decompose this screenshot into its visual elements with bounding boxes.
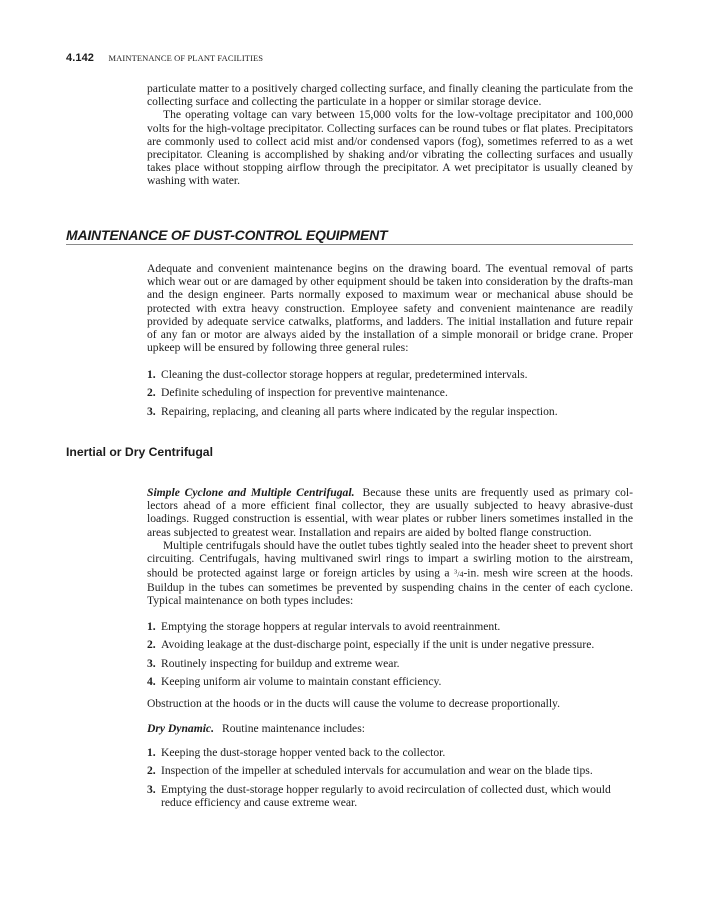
list-text: Emptying the storage hoppers at regular intervals to avoid reentrainment. bbox=[161, 620, 501, 633]
list-item bbox=[147, 620, 633, 633]
fraction: $^3$/4 bbox=[453, 568, 464, 579]
multi-text-a: Multiple centrifugals should have the outlet tubes tightly sealed into the header sheet to prevent short circuiting. Centrifugals, having multivaned swirl rings to impart a swirling motion to the airstream, should be protected against large or foreign articles by using a bbox=[147, 538, 633, 580]
list-number: 2. bbox=[147, 764, 156, 778]
list-item bbox=[147, 657, 633, 670]
dry-dynamic-list bbox=[147, 746, 633, 814]
list-text: Routinely inspecting for buildup and extreme wear. bbox=[161, 656, 400, 670]
list-text: Keeping uniform air volume to maintain constant efficiency. bbox=[161, 675, 442, 689]
cyclone-maintenance-list bbox=[147, 620, 633, 694]
intro-paragraph-2: The operating voltage can vary between 15,000 volts for the low-voltage precipitator and 100,000 volts for the high-voltage precipitator. Collecting surfaces can be round tubes or flat plates. Precipitators are commonly used to collect acid mist and/or condensed vapors (fog), sometimes referred to as a wet precipitator. Cleaning is accomplished by shaking and/or vibrating the collecting surfaces and usually takes place without stopping airflow through the precipitator. A wet precipitator is usually cleaned by washing with water. bbox=[147, 108, 633, 188]
rules-list bbox=[147, 368, 633, 423]
page-number: 4.142 bbox=[66, 52, 95, 64]
subsection-heading: Inertial or Dry Centrifugal bbox=[66, 445, 213, 459]
cyclone-text: Because these units are frequently used as primary col-lectors ahead of a more efficient final collector, they are usually subjected to heavy abrasive-dust loadings. Rugged construction is essential, with wear plates or rubber liners sometimes installed in the areas subjected to greatest wear. Installation and repairs are aided by bolted flange construction. bbox=[147, 486, 633, 539]
list-text: Cleaning the dust-collector storage hoppers at regular, predetermined intervals. bbox=[161, 368, 528, 381]
fraction-numerator: 3 bbox=[453, 568, 458, 576]
running-title: MAINTENANCE OF PLANT FACILITIES bbox=[108, 53, 264, 63]
list-text: Repairing, replacing, and cleaning all parts where indicated by the regular inspection. bbox=[161, 404, 558, 418]
intro-block bbox=[147, 82, 633, 188]
list-text: Keeping the dust-storage hopper vented back to the collector. bbox=[161, 746, 446, 759]
list-number: 3. bbox=[147, 656, 156, 670]
obstruction-paragraph: Obstruction at the hoods or in the ducts will cause the volume to decrease proportionally. bbox=[147, 697, 560, 710]
list-item bbox=[147, 746, 633, 759]
list-item bbox=[147, 405, 633, 418]
list-item bbox=[147, 764, 633, 777]
list-text: Inspection of the impeller at scheduled intervals for accumulation and wear on the blade tips. bbox=[161, 764, 593, 778]
list-text: Avoiding leakage at the dust-discharge point, especially if the unit is under negative pressure. bbox=[161, 638, 595, 652]
multi-text-b: -in. mesh wire screen at the hoods. Buildup in the tubes can sometimes be prevented by suspending chains in the center of each cyclone. Typical maintenance on both types includes: bbox=[147, 566, 633, 608]
page-header bbox=[66, 52, 263, 64]
list-number: 2. bbox=[147, 638, 156, 652]
list-number: 1. bbox=[147, 368, 156, 381]
list-number: 1. bbox=[147, 620, 156, 633]
cyclone-runin-head: Simple Cyclone and Multiple Centrifugal. bbox=[147, 486, 355, 499]
dry-dynamic-block bbox=[147, 722, 633, 735]
list-number: 4. bbox=[147, 675, 156, 689]
dry-dynamic-text: Routine maintenance includes: bbox=[221, 722, 365, 735]
cyclone-block bbox=[147, 486, 633, 607]
list-item bbox=[147, 368, 633, 381]
section-paragraph: Adequate and convenient maintenance begins on the drawing board. The eventual removal of parts which wear out or are damaged by other equipment should be taken into consideration by the drafts-man and the design engineer. Parts normally exposed to maximum wear or mechanical abuse should be protected with extra heavy construction. Employee safety and convenient maintenance are readily provided by adequate service catwalks, platforms, and ladders. The initial installation and future repair of any fan or motor are always aided by the installation of a simple monorail or bridge crane. Proper upkeep will be ensured by following three general rules: bbox=[147, 262, 633, 355]
list-item bbox=[147, 675, 633, 688]
section-paragraph-block bbox=[147, 262, 633, 354]
list-text: Definite scheduling of inspection for preventive maintenance. bbox=[161, 386, 448, 400]
list-item bbox=[147, 783, 633, 809]
cyclone-paragraph bbox=[147, 486, 633, 539]
list-number: 1. bbox=[147, 746, 156, 759]
dry-dynamic-paragraph bbox=[147, 722, 633, 735]
obstruction-block bbox=[147, 697, 633, 710]
list-number: 2. bbox=[147, 386, 156, 400]
list-text: Emptying the dust-storage hopper regularly to avoid recirculation of collected dust, which would reduce efficiency and cause extreme wear. bbox=[161, 782, 611, 809]
list-item bbox=[147, 386, 633, 399]
multiple-centrifugal-paragraph bbox=[147, 539, 633, 608]
list-number: 3. bbox=[147, 404, 156, 418]
list-number: 3. bbox=[147, 782, 156, 796]
section-heading: MAINTENANCE OF DUST-CONTROL EQUIPMENT bbox=[66, 227, 633, 245]
list-item bbox=[147, 638, 633, 651]
intro-paragraph-1: particulate matter to a positively charged collecting surface, and finally cleaning the particulate from the collecting surface and collecting the particulate in a hopper or similar storage device. bbox=[147, 82, 633, 109]
dry-dynamic-runin-head: Dry Dynamic. bbox=[147, 722, 214, 735]
fraction-denominator: 4 bbox=[459, 569, 464, 579]
